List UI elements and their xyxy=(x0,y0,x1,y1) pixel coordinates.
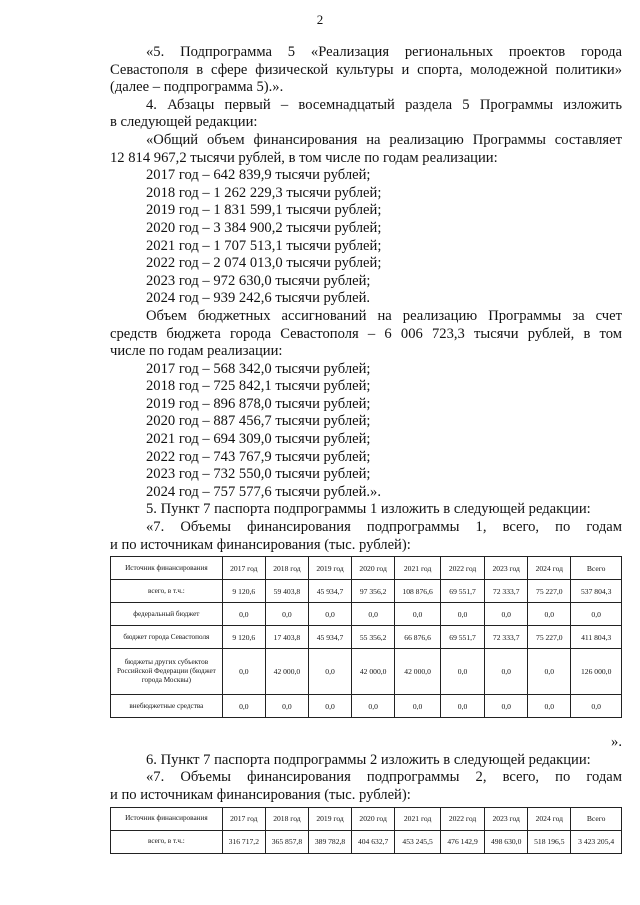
column-header: 2017 год xyxy=(222,807,265,830)
budget-year-item: 2023 год – 732 550,0 тысячи рублей; xyxy=(146,466,371,483)
table-cell: 0,0 xyxy=(222,649,265,695)
column-header: 2023 год xyxy=(485,807,528,830)
table-cell: 42 000,0 xyxy=(395,649,441,695)
budget-year-item: 2018 год – 725 842,1 тысячи рублей; xyxy=(146,378,371,395)
table-cell: 9 120,6 xyxy=(222,580,265,603)
table-cell: 0,0 xyxy=(352,695,395,718)
total-year-item: 2019 год – 1 831 599,1 тысячи рублей; xyxy=(146,202,382,219)
intro-line: 4. Абзацы первый – восемнадцатый раздела 5 Программы изложить xyxy=(146,96,622,113)
table-row xyxy=(111,580,622,603)
subprogram-2-financing-table xyxy=(110,807,622,854)
table-cell: 0,0 xyxy=(222,603,265,626)
budget-year-item: 2019 год – 896 878,0 тысячи рублей; xyxy=(146,395,371,412)
table-cell: 108 876,6 xyxy=(395,580,441,603)
table-cell: 3 423 205,4 xyxy=(571,830,622,853)
subprogram-1-line: 5. Пункт 7 паспорта подпрограммы 1 изложить в следующей редакции: xyxy=(146,501,591,518)
intro-line: Севастополя в сфере физической культуры и спорта, молодежной политики» xyxy=(110,61,622,78)
row-source-label: бюджеты других субъектов Российской Федерации (бюджет города Москвы) xyxy=(111,649,223,695)
table-cell: 453 245,5 xyxy=(395,830,441,853)
budget-year-item: 2022 год – 743 767,9 тысячи рублей; xyxy=(146,448,371,465)
column-header: 2022 год xyxy=(440,557,484,580)
table-cell: 45 934,7 xyxy=(308,580,351,603)
column-header: 2017 год xyxy=(222,557,265,580)
table-cell: 365 857,8 xyxy=(265,830,308,853)
table-cell: 0,0 xyxy=(440,695,484,718)
table-cell: 75 227,0 xyxy=(528,626,571,649)
total-year-item: 2022 год – 2 074 013,0 тысячи рублей; xyxy=(146,255,382,272)
subprogram-2-line: «7. Объемы финансирования подпрограммы 2, всего, по годам xyxy=(146,769,622,786)
table-cell: 66 876,6 xyxy=(395,626,441,649)
total-financing-by-year xyxy=(110,167,622,308)
budget-year-item: 2020 год – 887 456,7 тысячи рублей; xyxy=(146,413,371,430)
subprogram-1-financing-table xyxy=(110,556,622,718)
column-header: Источник финансирования xyxy=(111,557,223,580)
table-cell: 45 934,7 xyxy=(308,626,351,649)
intro-line: «5. Подпрограмма 5 «Реализация региональных проектов города xyxy=(146,44,622,60)
column-header: 2021 год xyxy=(395,807,441,830)
column-header: 2024 год xyxy=(528,807,571,830)
table-cell: 316 717,2 xyxy=(222,830,265,853)
table-row xyxy=(111,695,622,718)
budget-year-item: 2017 год – 568 342,0 тысячи рублей; xyxy=(146,360,371,377)
total-year-item: 2018 год – 1 262 229,3 тысячи рублей; xyxy=(146,184,382,201)
column-header: Всего xyxy=(571,557,622,580)
budget-intro-line: Объем бюджетных ассигнований на реализацию Программы за счет xyxy=(146,307,622,324)
budget-year-item: 2024 год – 757 577,6 тысячи рублей.». xyxy=(146,483,381,500)
column-header: 2018 год xyxy=(265,557,308,580)
table-cell: 42 000,0 xyxy=(265,649,308,695)
table-cell: 55 356,2 xyxy=(352,626,395,649)
intro-line: (далее – подпрограмма 5).». xyxy=(110,79,284,96)
table-cell: 59 403,8 xyxy=(265,580,308,603)
table-cell: 518 196,5 xyxy=(528,830,571,853)
table-cell: 0,0 xyxy=(308,603,351,626)
column-header: 2023 год xyxy=(485,557,528,580)
table-cell: 476 142,9 xyxy=(440,830,484,853)
row-source-label: всего, в т.ч.: xyxy=(111,830,223,853)
table-cell: 0,0 xyxy=(308,695,351,718)
table-cell: 0,0 xyxy=(571,603,622,626)
table-cell: 69 551,7 xyxy=(440,580,484,603)
table-cell: 0,0 xyxy=(352,603,395,626)
column-header: Источник финансирования xyxy=(111,807,223,830)
table-cell: 0,0 xyxy=(222,695,265,718)
table-cell: 0,0 xyxy=(528,649,571,695)
table-cell: 0,0 xyxy=(395,603,441,626)
table-cell: 0,0 xyxy=(485,649,528,695)
row-source-label: внебюджетные средства xyxy=(111,695,223,718)
table-header-row xyxy=(111,557,622,580)
budget-year-item: 2021 год – 694 309,0 тысячи рублей; xyxy=(146,431,371,448)
subprogram-1-line: и по источникам финансирования (тыс. рублей): xyxy=(110,536,411,553)
budget-paragraphs xyxy=(110,308,622,361)
subprogram-1-line: «7. Объемы финансирования подпрограммы 1, всего, по годам xyxy=(146,519,622,536)
table-cell: 404 632,7 xyxy=(352,830,395,853)
intro-paragraphs xyxy=(110,44,622,167)
budget-intro-line: средств бюджета города Севастополя – 6 006 723,3 тысячи рублей, в том xyxy=(110,325,622,342)
subprogram-1-paragraphs xyxy=(110,501,622,554)
table-cell: 537 804,3 xyxy=(571,580,622,603)
column-header: 2020 год xyxy=(352,807,395,830)
row-source-label: всего, в т.ч.: xyxy=(111,580,223,603)
table-cell: 97 356,2 xyxy=(352,580,395,603)
table-cell: 0,0 xyxy=(440,649,484,695)
page-number: 2 xyxy=(316,12,324,27)
row-source-label: федеральный бюджет xyxy=(111,603,223,626)
table-cell: 75 227,0 xyxy=(528,580,571,603)
total-year-item: 2021 год – 1 707 513,1 тысячи рублей; xyxy=(146,237,382,254)
table-cell: 17 403,8 xyxy=(265,626,308,649)
table-cell: 0,0 xyxy=(485,603,528,626)
column-header: 2020 год xyxy=(352,557,395,580)
table-cell: 0,0 xyxy=(265,695,308,718)
table-cell: 498 630,0 xyxy=(485,830,528,853)
column-header: 2019 год xyxy=(308,557,351,580)
column-header: 2024 год xyxy=(528,557,571,580)
column-header: Всего xyxy=(571,807,622,830)
table-cell: 126 000,0 xyxy=(571,649,622,695)
table-cell: 0,0 xyxy=(395,695,441,718)
budget-intro-line: числе по годам реализации: xyxy=(110,343,283,360)
table-row xyxy=(111,603,622,626)
table-cell: 9 120,6 xyxy=(222,626,265,649)
intro-line: в следующей редакции: xyxy=(110,114,258,131)
table-row xyxy=(111,649,622,695)
table-cell: 72 333,7 xyxy=(485,580,528,603)
table-cell: 42 000,0 xyxy=(352,649,395,695)
table-1-closing-quote: ». xyxy=(611,734,622,751)
row-source-label: бюджет города Севастополя xyxy=(111,626,223,649)
table-cell: 389 782,8 xyxy=(308,830,351,853)
table-cell: 0,0 xyxy=(528,695,571,718)
table-cell: 69 551,7 xyxy=(440,626,484,649)
column-header: 2019 год xyxy=(308,807,351,830)
subprogram-2-paragraphs xyxy=(110,752,622,805)
table-cell: 0,0 xyxy=(571,695,622,718)
table-cell: 0,0 xyxy=(265,603,308,626)
table-cell: 0,0 xyxy=(308,649,351,695)
table-header-row xyxy=(111,807,622,830)
document-body xyxy=(110,44,622,854)
table-cell: 0,0 xyxy=(440,603,484,626)
subprogram-2-line: и по источникам финансирования (тыс. рублей): xyxy=(110,787,411,803)
intro-line: 12 814 967,2 тысячи рублей, в том числе по годам реализации: xyxy=(110,149,498,166)
column-header: 2018 год xyxy=(265,807,308,830)
table-row xyxy=(111,626,622,649)
total-year-item: 2024 год – 939 242,6 тысячи рублей. xyxy=(146,290,371,307)
subprogram-2-line: 6. Пункт 7 паспорта подпрограммы 2 изложить в следующей редакции: xyxy=(146,751,591,768)
table-cell: 72 333,7 xyxy=(485,626,528,649)
table-cell: 411 804,3 xyxy=(571,626,622,649)
column-header: 2021 год xyxy=(395,557,441,580)
table-cell: 0,0 xyxy=(528,603,571,626)
table-row xyxy=(111,830,622,853)
table-cell: 0,0 xyxy=(485,695,528,718)
total-year-item: 2023 год – 972 630,0 тысячи рублей; xyxy=(146,272,371,289)
column-header: 2022 год xyxy=(440,807,484,830)
budget-financing-by-year xyxy=(110,361,622,502)
total-year-item: 2017 год – 642 839,9 тысячи рублей; xyxy=(146,167,371,184)
total-year-item: 2020 год – 3 384 900,2 тысячи рублей; xyxy=(146,219,382,236)
intro-line: «Общий объем финансирования на реализацию Программы составляет xyxy=(146,131,622,148)
